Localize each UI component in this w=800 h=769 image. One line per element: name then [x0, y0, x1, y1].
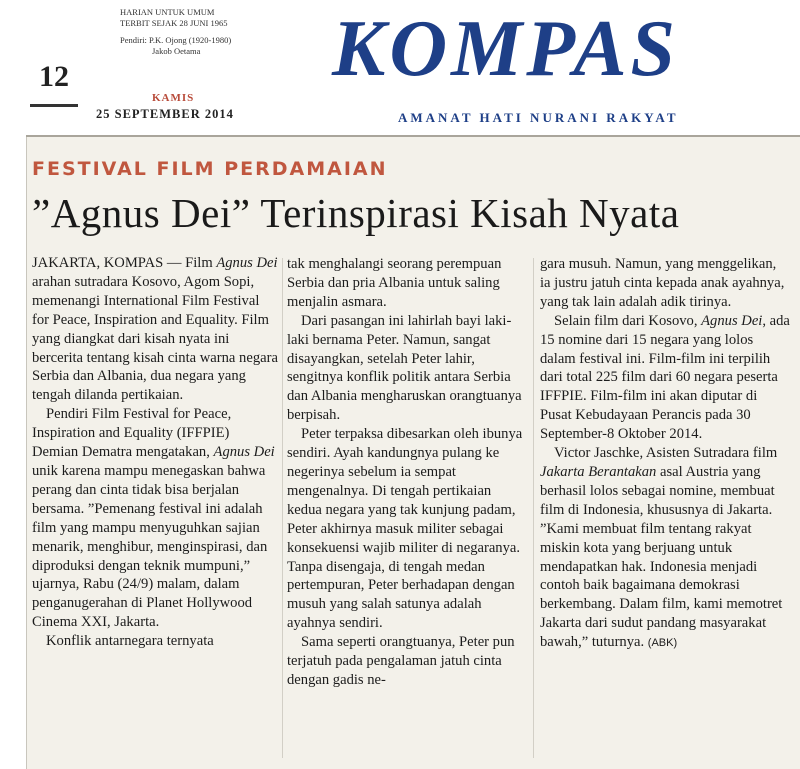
masthead-founders-1: Pendiri: P.K. Ojong (1920-1980) — [120, 35, 232, 45]
article-column-1 — [32, 254, 278, 759]
masthead-founders-2: Jakob Oetama — [152, 46, 201, 56]
paragraph: gara musuh. Namun, yang menggelikan, ia justru jatuh cinta kepada anak ayahnya, yang tak lain adalah adik tirinya. — [540, 256, 785, 310]
issue-date — [96, 92, 286, 122]
kompas-logo: KOMPAS — [332, 5, 680, 93]
masthead-line1: HARIAN UNTUK UMUM — [120, 7, 215, 17]
masthead-line2: TERBIT SEJAK 28 JUNI 1965 — [120, 18, 228, 28]
author-initials: (ABK) — [647, 637, 678, 650]
film-title: Agnus Dei — [701, 312, 763, 329]
page-number-rule — [30, 104, 78, 107]
film-title: Jakarta Berantakan — [540, 463, 657, 480]
paragraph: Peter terpaksa dibesarkan oleh ibunya sendiri. Ayah kandungnya pulang ke negerinya sebelum ia sempat mengenalnya. Di tengah pertikaian kedua negara yang tak kunjung padam, Peter akhirnya masuk militer sebagai konsekuensi wajib militer di negaranya. Tanpa disengaja, di tengah medan pertempuran, Peter berhadapan dengan musuh yang salah satunya adalah ayahnya sendiri. — [287, 426, 523, 632]
paragraph — [32, 405, 278, 632]
page-margin — [0, 0, 27, 769]
column-divider — [533, 258, 534, 758]
paragraph-text: Victor Jaschke, Asisten Sutradara film — [554, 445, 778, 462]
paragraph-text: asal Austria yang berhasil lolos sebagai nomine, membuat film di Indonesia, khususnya di Jakarta. ”Kami membuat film tentang rakyat miskin kota yang berjuang untuk mendapatkan hak. Indonesia menjadi contoh baik bagaimana demokrasi berkembang. Dalam film, kami memotret Jakarta dari sudut pandang masyarakat bawah,” tuturnya. — [540, 463, 783, 651]
film-title: Agnus Dei — [216, 255, 278, 271]
paragraph-text: Selain film dari Kosovo, — [554, 312, 702, 329]
column-divider — [282, 258, 283, 758]
masthead-divider — [26, 135, 800, 137]
film-title: Agnus Dei — [213, 444, 275, 461]
paragraph-text: unik karena mampu menegaskan bahwa perang dan cinta tidak bisa berjalan bersama. ”Pemenang festival ini adalah film yang mampu menyuguhkan sajian menarik, menghibur, menginspirasi, dan diproduksi dengan teknik mumpuni,” ujarnya, Rabu (24/9) malam, dalam penganugerahan di Planet Hollywood Cinema XXI, Jakarta. — [32, 462, 268, 631]
issue-full-date: 25 SEPTEMBER 2014 — [96, 107, 234, 121]
masthead-tagline: AMANAT HATI NURANI RAKYAT — [398, 110, 679, 125]
issue-day: KAMIS — [152, 92, 195, 104]
paragraph-text: Pendiri Film Festival for Peace, Inspiration and Equality (IFFPIE) Demian Dematra mengatakan, — [32, 406, 232, 461]
article-headline: ”Agnus Dei” Terinspirasi Kisah Nyata — [32, 190, 680, 236]
article-kicker: FESTIVAL FILM PERDAMAIAN — [32, 158, 388, 180]
paragraph — [540, 444, 790, 653]
paragraph — [32, 254, 278, 405]
paragraph: Dari pasangan ini lahirlah bayi laki-laki bernama Peter. Namun, sangat disayangkan, setelah Peter lahir, sengitnya konflik politik antara Serbia dan Albania mengharuskan orangtuanya berpisah. — [287, 312, 522, 424]
page-number: 12 — [39, 60, 69, 93]
paragraph-text: , ada 15 nomine dari 15 negara yang lolos dalam festival ini. Film-film ini terpilih dari total 225 film dari 60 negara peserta IFFPIE. Film-film ini akan diputar di Pusat Kebudayaan Perancis pada 30 September-8 Oktober 2014. — [540, 312, 790, 443]
paragraph: Konflik antarnegara ternyata — [46, 633, 214, 650]
paragraph — [540, 312, 790, 444]
paragraph-text: JAKARTA, KOMPAS — Film — [32, 255, 217, 271]
paragraph: Sama seperti orangtuanya, Peter pun terjatuh pada pengalaman jatuh cinta dengan gadis ne- — [287, 634, 515, 688]
masthead-info — [120, 7, 320, 57]
article-column-3 — [540, 255, 790, 760]
paragraph: tak menghalangi seorang perempuan Serbia dan pria Albania untuk saling menjalin asmara. — [287, 256, 502, 310]
article-column-2 — [287, 255, 527, 760]
paragraph-text: arahan sutradara Kosovo, Agom Sopi, memenangi International Film Festival for Peace, Inspiration and Equality. Film yang diangkat dari kisah nyata ini bercerita tentang kisah cinta warna negara Serbia dan Albania, dua negara yang tengah dilanda pertikaian. — [32, 273, 278, 404]
